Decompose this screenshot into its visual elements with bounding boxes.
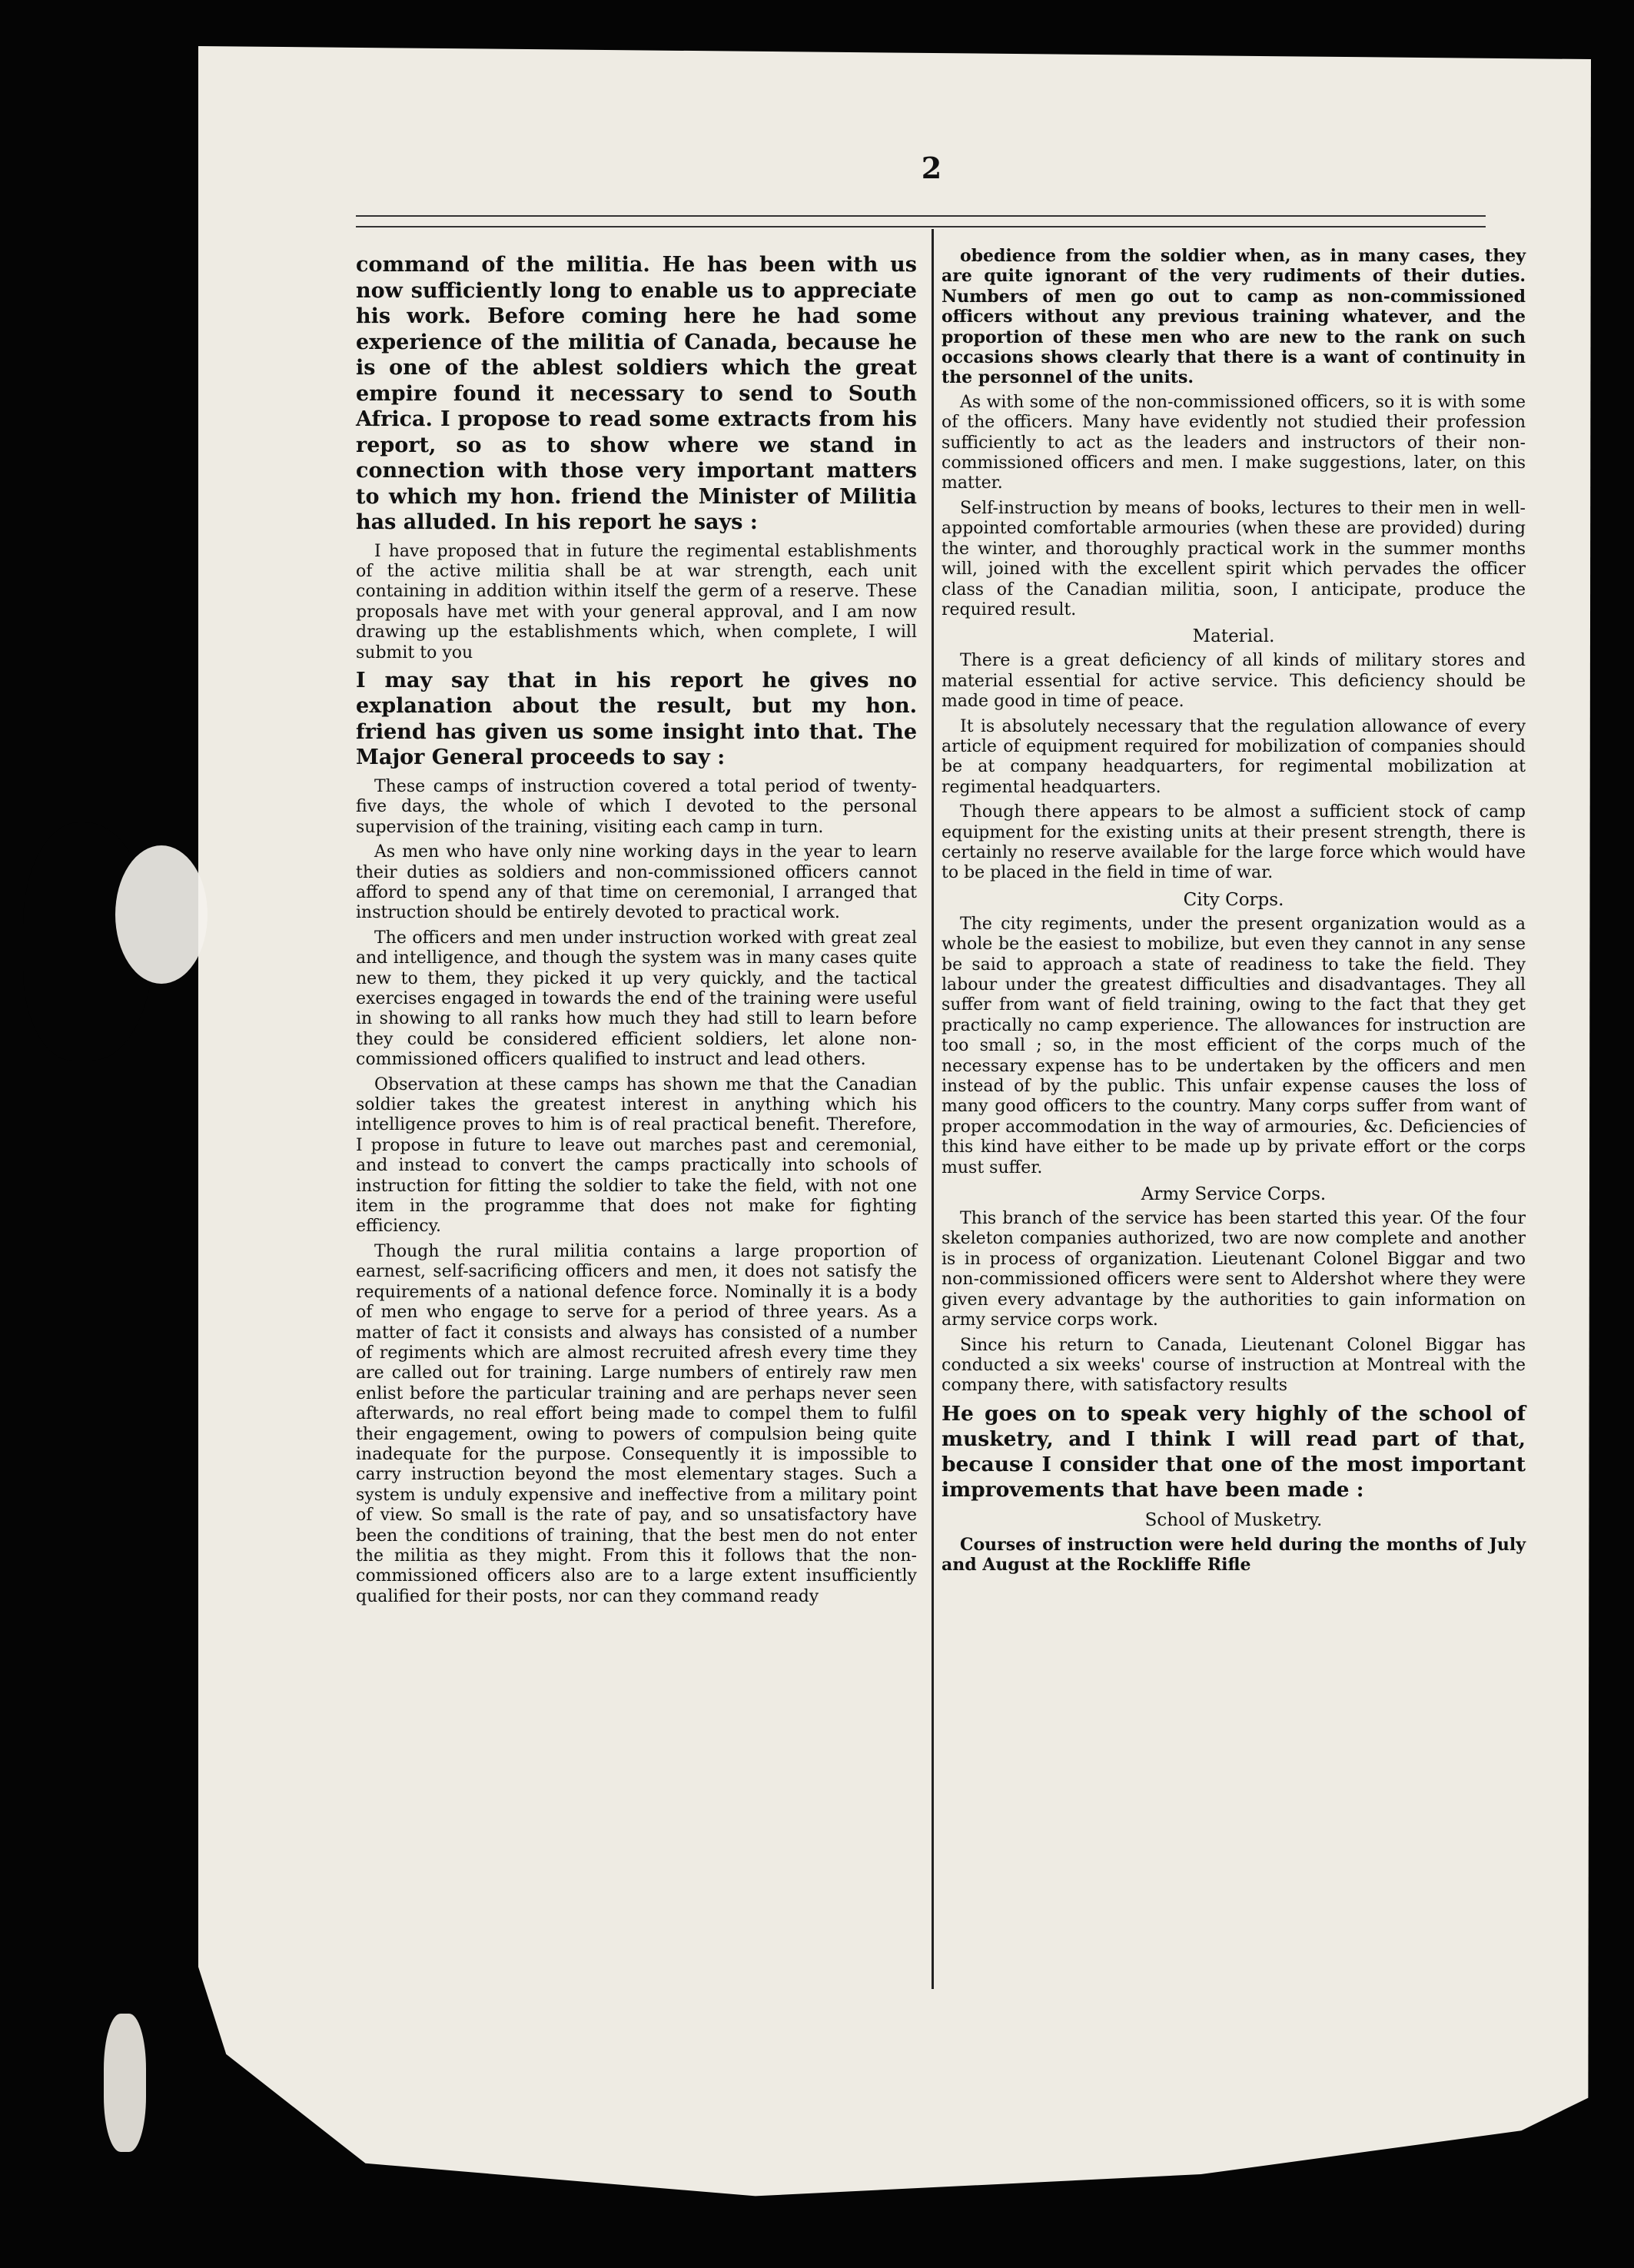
quoted-paragraph: These camps of instruction covered a total period of twenty-five days, the whole of which I devoted to the personal supervision of the training, visiting each camp in turn. [356,776,917,837]
paper-fragment [115,845,208,984]
column-divider [932,229,934,1989]
quoted-paragraph: I have proposed that in future the regimental establishments of the active militia shall be at war strength, each unit containing in addition within itself the germ of a reserve. These proposals have met with your general approval, and I am now drawing up the establishments which, when complete, I will submit to you [356,541,917,662]
section-heading-school-of-musketry: School of Musketry. [1144,1509,1323,1530]
page-number: 2 [921,151,942,185]
quoted-paragraph: Since his return to Canada, Lieutenant Colonel Biggar has conducted a six weeks' course of instruction at Montreal with the company there, with satisfactory results [942,1335,1526,1396]
header-rule-top [356,215,1486,217]
quoted-paragraph: As men who have only nine working days in the year to learn their duties as soldiers and non-commissioned officers cannot afford to spend any of that time on ceremonial, I arranged that instruction should be entirely devoted to practical work. [356,842,917,923]
quoted-paragraph: Self-instruction by means of books, lectures to their men in well-appointed comfortable armouries (when these are provided) during the winter, and thoroughly practical work in the summer months will, joined with the excellent spirit which pervades the officer class of the Canadian militia, soon, I anticipate, produce the required result. [942,498,1526,619]
quoted-paragraph: Though there appears to be almost a sufficient stock of camp equipment for the existing units at their present strength, there is certainly no reserve available for the large force which would have to be placed in the field in time of war. [942,802,1526,883]
quoted-paragraph: The officers and men under instruction worked with great zeal and intelligence, and though the system was in many cases quite new to them, they picked it up very quickly, and the tactical exercises engaged in towards the end of the training were useful in showing to all ranks how much they had still to learn before they could be considered efficient soldiers, let alone non-commissioned officers qualified to instruct and lead others. [356,928,917,1070]
quoted-paragraph: Though the rural militia contains a large proportion of earnest, self-sacrificing officers and men, it does not satisfy the requirements of a national defence force. Nominally it is a body of men who engage to serve for a period of three years. As a matter of fact it consists and always has consisted of a number of regiments which are almost recruited afresh every time they are called out for training. Large numbers of entirely raw men enlist before the particular training and are perhaps never seen afterwards, no real effort being made to compel them to fulfil their engagement, owing to powers of compulsion being quite inadequate for the purpose. Consequently it is impossible to carry instruction beyond the most elementary stages. Such a system is unduly expensive and ineffective from a military point of view. So small is the rate of pay, and so unsatisfactory have been the conditions of training, that the best men do not enter the militia as they might. From this it follows that the non-commissioned officers also are to a large extent insufficiently qualified for their posts, nor can they command ready [356,1241,917,1606]
quoted-paragraph: obedience from the soldier when, as in many cases, they are quite ignorant of the very rudiments of their duties. Numbers of men go out to camp as non-commissioned officers without any previous training whatever, and the proportion of these men who are new to the rank on such occasions shows clearly that there is a want of continuity in the personnel of the units. [942,246,1526,388]
paper-scrap [104,2014,146,2152]
quoted-paragraph: This branch of the service has been started this year. Of the four skeleton companies authorized, two are now complete and another is in process of organization. Lieutenant Colonel Biggar and two non-commissioned officers were sent to Aldershot where they were given every advantage by the authorities to gain information on army service corps work. [942,1209,1526,1330]
quoted-paragraph: Courses of instruction were held during the months of July and August at the Rockliffe Rifle [942,1534,1526,1576]
quoted-paragraph: Observation at these camps has shown me that the Canadian soldier takes the greatest interest in anything which his intelligence proves to him is of real practical benefit. Therefore, I propose in future to leave out marches past and ceremonial, and instead to convert the camps practically into schools of instruction for fitting the soldier to take the field, with not one item in the programme that does not make for fighting efficiency. [356,1074,917,1237]
header-rule-bottom [356,226,1486,227]
paragraph: I may say that in his report he gives no explanation about the result, but my hon. friend has given us some insight into that. The Major General proceeds to say : [356,668,917,770]
left-column [356,252,917,1612]
quoted-paragraph: As with some of the non-commissioned officers, so it is with some of the officers. Many have evidently not studied their profession sufficiently to act as the leaders and instructors of their non-commissioned officers and men. I make suggestions, later, on this matter. [942,392,1526,493]
quoted-paragraph: It is absolutely necessary that the regulation allowance of every article of equipment required for mobilization of companies should be at company headquarters, for regimental mobilization at regimental headquarters. [942,716,1526,797]
paragraph: He goes on to speak very highly of the school of musketry, and I think I will read part of that, because I consider that one of the most important improvements that have been made : [942,1401,1526,1502]
paragraph: command of the militia. He has been with us now sufficiently long to enable us to appreciate his work. Before coming here he had some experience of the militia of Canada, because he is one of the ablest soldiers which the great empire found it necessary to send to South Africa. I propose to read some extracts from his report, so as to show where we stand in connection with those very important matters to which my hon. friend the Minister of Militia has alluded. In his report he says : [356,253,917,534]
section-heading-city-corps: City Corps. [1183,889,1284,910]
section-heading-material: Material. [1192,626,1275,647]
quoted-paragraph: There is a great deficiency of all kinds of military stores and material essential for active service. This deficiency should be made good in time of peace. [942,651,1526,712]
section-heading-army-service-corps: Army Service Corps. [1141,1184,1327,1205]
right-column [942,246,1526,1580]
quoted-paragraph: The city regiments, under the present organization would as a whole be the easiest to mobilize, but even they cannot in any sense be said to approach a state of readiness to take the field. They labour under the greatest difficulties and disadvantages. They all suffer from want of field training, owing to the fact that they get practically no camp experience. The allowances for instruction are too small ; so, in the most efficient of the corps much of the necessary expense has to be undertaken by the officers and men instead of by the public. This unfair expense causes the loss of many good officers to the country. Many corps suffer from want of proper accommodation in the way of armouries, &c. Deficiencies of this kind have either to be made up by private effort or the corps must suffer. [942,914,1526,1177]
